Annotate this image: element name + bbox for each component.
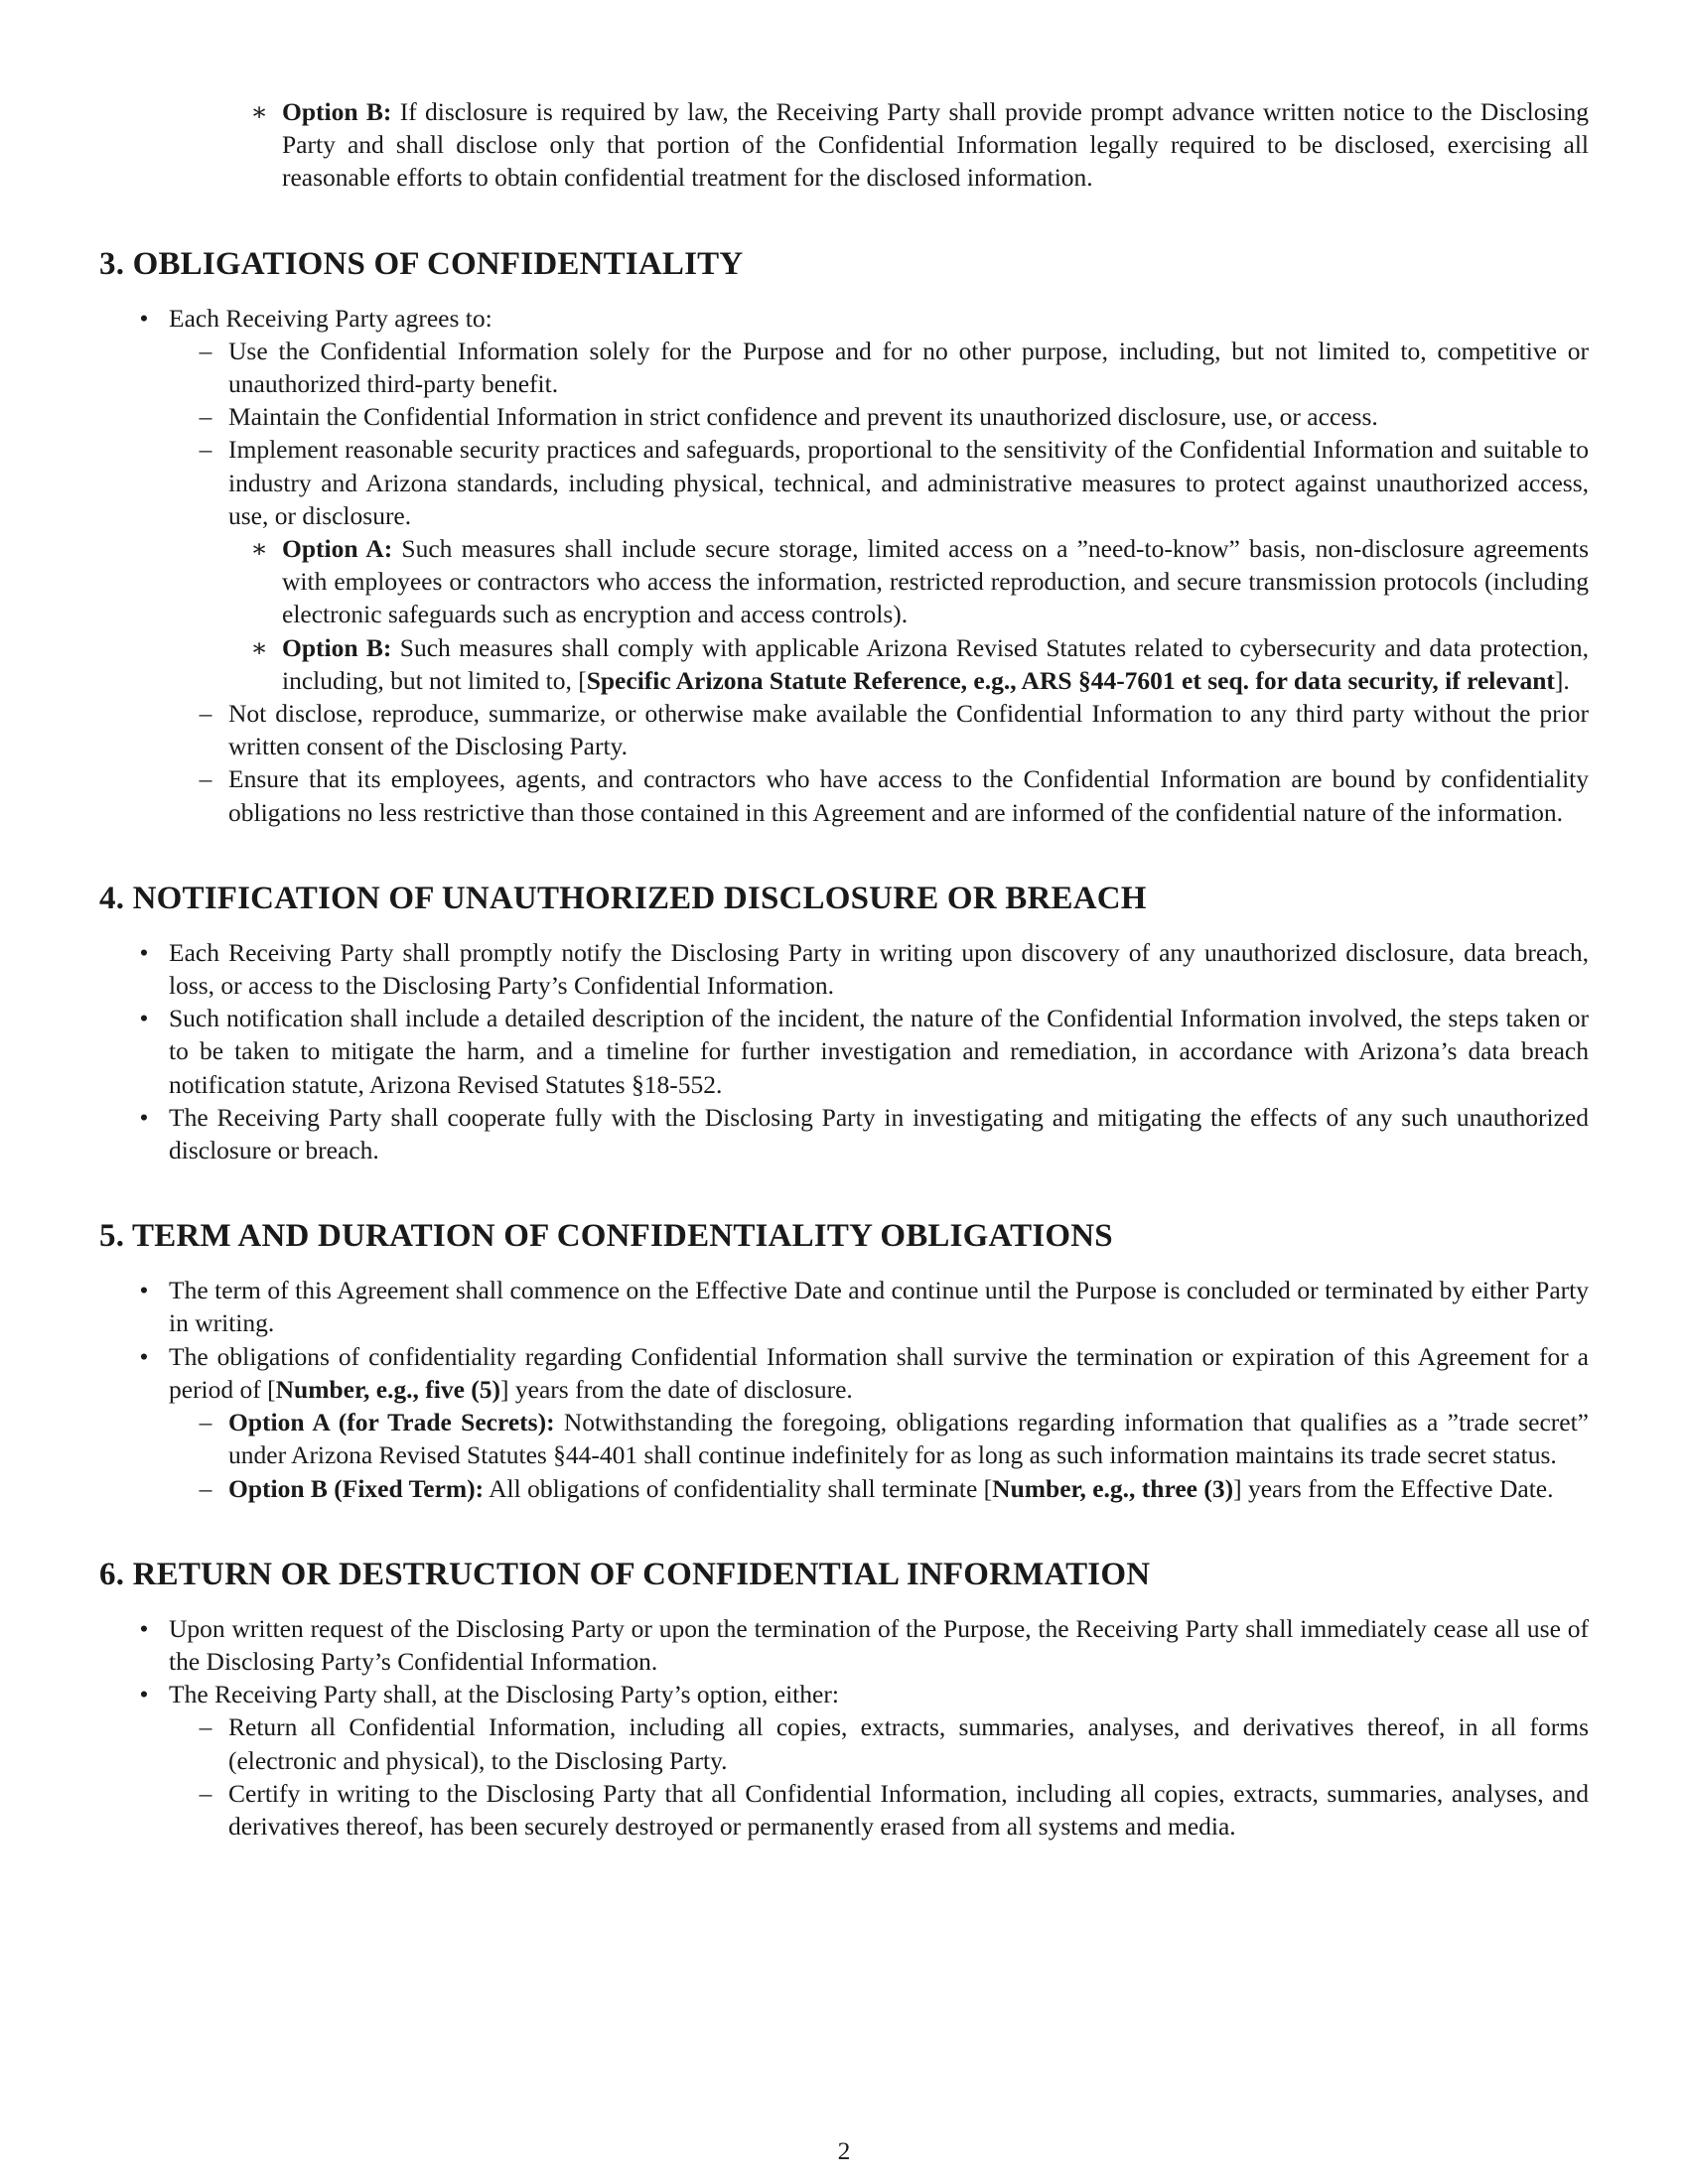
list-item-text: The obligations of confidentiality regarding Confidential Information shall survive the termination or expiration of this Agreement for a period of [ <box>169 1341 1589 1404</box>
list-item <box>99 433 1589 532</box>
list-item <box>99 1274 1589 1339</box>
section-4-heading: 4. NOTIFICATION OF UNAUTHORIZED DISCLOSURE OR BREACH <box>99 880 1147 916</box>
bullet-icon: • <box>139 303 149 333</box>
list-item <box>99 1002 1589 1101</box>
list-item <box>99 936 1589 1002</box>
list-item-text: The Receiving Party shall, at the Disclosing Party’s option, either: <box>169 1680 839 1709</box>
option-a-trade-secrets-item <box>99 1406 1589 1471</box>
section-3-heading: 3. OBLIGATIONS OF CONFIDENTIALITY <box>99 245 744 282</box>
list-item-text-end: ] years from the date of disclosure. <box>500 1374 853 1404</box>
list-item <box>99 1710 1589 1776</box>
section-5-heading: 5. TERM AND DURATION OF CONFIDENTIALITY OBLIGATIONS <box>99 1218 1113 1255</box>
term-placeholder: Number, e.g., three (3) <box>992 1473 1234 1503</box>
list-item <box>99 302 1589 335</box>
document-page <box>99 95 1589 1843</box>
list-item-text: Return all Confidential Information, including all copies, extracts, summaries, analyses, and derivatives thereof, in all forms (electronic and physical), to the Disclosing Party. <box>228 1712 1589 1775</box>
list-item-text: Certify in writing to the Disclosing Party that all Confidential Information, including all copies, extracts, summaries, analyses, and derivatives thereof, has been securely destroyed or permanently erased from all systems and media. <box>228 1778 1589 1841</box>
option-label: Option A: <box>282 534 393 564</box>
list-item <box>99 400 1589 433</box>
option-b-fixed-term-item <box>99 1472 1589 1505</box>
bullet-icon: • <box>139 1276 149 1305</box>
dash-bullet-icon: – <box>199 402 212 432</box>
bullet-icon: • <box>139 1102 149 1132</box>
bullet-icon: • <box>139 1341 149 1371</box>
list-item <box>99 1777 1589 1843</box>
option-text: Such measures shall comply with applicable Arizona Revised Statutes related to cybersecurity and data protection, including, but not limited to, [ <box>282 632 1590 695</box>
statute-placeholder: Specific Arizona Statute Reference, e.g., ARS §44-7601 et seq. for data security, if relevant <box>586 665 1555 695</box>
option-label: Option B: <box>282 632 392 662</box>
bullet-icon: • <box>139 1004 149 1033</box>
list-item-text: Maintain the Confidential Information in strict confidence and prevent its unauthorized disclosure, use, or access. <box>228 402 1378 432</box>
asterisk-bullet-icon: ∗ <box>250 632 268 662</box>
dash-bullet-icon: – <box>199 435 212 465</box>
dash-bullet-icon: – <box>199 764 212 794</box>
list-item <box>99 335 1589 400</box>
bullet-icon: • <box>139 937 149 967</box>
dash-bullet-icon: – <box>199 1473 212 1503</box>
bullet-icon: • <box>139 1680 149 1709</box>
page-number: 2 <box>837 2136 851 2165</box>
option-text: Such measures shall include secure storage, limited access on a ”need-to-know” basis, non-disclosure agreements with employees or contractors who access the information, restricted reproduction, and secure transmission protocols (including electronic safeguards such as encryption and access controls). <box>282 534 1590 629</box>
option-label: Option A (for Trade Secrets): <box>228 1408 555 1437</box>
option-text: Notwithstanding the foregoing, obligations regarding information that qualifies as a ”trade secret” under Arizona Revised Statutes §44-401 shall continue indefinitely for as long as such information maintains its trade secret status. <box>228 1408 1589 1470</box>
list-item-text: Upon written request of the Disclosing Party or upon the termination of the Purpose, the Receiving Party shall immediately cease all use of the Disclosing Party’s Confidential Information. <box>169 1613 1589 1676</box>
list-item <box>99 1101 1589 1166</box>
option-b-security-item <box>99 631 1589 697</box>
list-item-text: Ensure that its employees, agents, and contractors who have access to the Confidential Information are bound by confidentiality obligations no less restrictive than those contained in this Agreement and are informed of the confidential nature of the information. <box>228 764 1589 827</box>
list-item-text: The Receiving Party shall cooperate fully with the Disclosing Party in investigating and mitigating the effects of any such unauthorized disclosure or breach. <box>169 1102 1589 1165</box>
section-6-heading: 6. RETURN OR DESTRUCTION OF CONFIDENTIAL INFORMATION <box>99 1556 1151 1592</box>
option-text: If disclosure is required by law, the Receiving Party shall provide prompt advance written notice to the Disclosing Party and shall disclose only that portion of the Confidential Information legally required to be disclosed, exercising all reasonable efforts to obtain confidential treatment for the disclosed information. <box>282 97 1589 193</box>
list-item-text: Not disclose, reproduce, summarize, or otherwise make available the Confidential Information to any third party without the prior written consent of the Disclosing Party. <box>228 699 1589 761</box>
option-text-end: ] years from the Effective Date. <box>1233 1473 1554 1503</box>
list-item <box>99 1612 1589 1678</box>
list-item-text: The term of this Agreement shall commence on the Effective Date and continue until the Purpose is concluded or terminated by either Party in writing. <box>169 1276 1589 1338</box>
list-item-text: Each Receiving Party agrees to: <box>169 303 492 333</box>
dash-bullet-icon: – <box>199 336 212 365</box>
bullet-icon: • <box>139 1613 149 1643</box>
list-item <box>99 762 1589 828</box>
list-item <box>99 697 1589 762</box>
option-text: All obligations of confidentiality shall terminate [ <box>484 1473 993 1503</box>
list-item-text: Each Receiving Party shall promptly notify the Disclosing Party in writing upon discovery of any unauthorized disclosure, data breach, loss, or access to the Disclosing Party’s Confidential Information. <box>169 937 1589 1001</box>
option-a-security-item <box>99 532 1589 631</box>
term-placeholder: Number, e.g., five (5) <box>275 1374 501 1404</box>
option-label: Option B (Fixed Term): <box>228 1473 485 1503</box>
list-item <box>99 1340 1589 1406</box>
list-item-text: Use the Confidential Information solely for the Purpose and for no other purpose, including, but not limited to, competitive or unauthorized third-party benefit. <box>228 336 1589 399</box>
option-label: Option B: <box>282 97 392 126</box>
option-text-end: ]. <box>1554 665 1570 695</box>
dash-bullet-icon: – <box>199 1408 212 1437</box>
list-item <box>99 1678 1589 1710</box>
asterisk-bullet-icon: ∗ <box>250 97 268 126</box>
list-item-text: Such notification shall include a detailed description of the incident, the nature of the Confidential Information involved, the steps taken or to be taken to mitigate the harm, and a timeline for further investigation and remediation, in accordance with Arizona’s data breach notification statute, Arizona Revised Statutes §18-552. <box>169 1004 1589 1099</box>
dash-bullet-icon: – <box>199 1712 212 1742</box>
dash-bullet-icon: – <box>199 1778 212 1808</box>
option-b-disclosure-item <box>99 95 1589 195</box>
asterisk-bullet-icon: ∗ <box>250 534 268 564</box>
dash-bullet-icon: – <box>199 699 212 729</box>
list-item-text: Implement reasonable security practices and safeguards, proportional to the sensitivity of the Confidential Information and suitable to industry and Arizona standards, including physical, technical, and administrative measures to protect against unauthorized access, use, or disclosure. <box>228 435 1589 530</box>
